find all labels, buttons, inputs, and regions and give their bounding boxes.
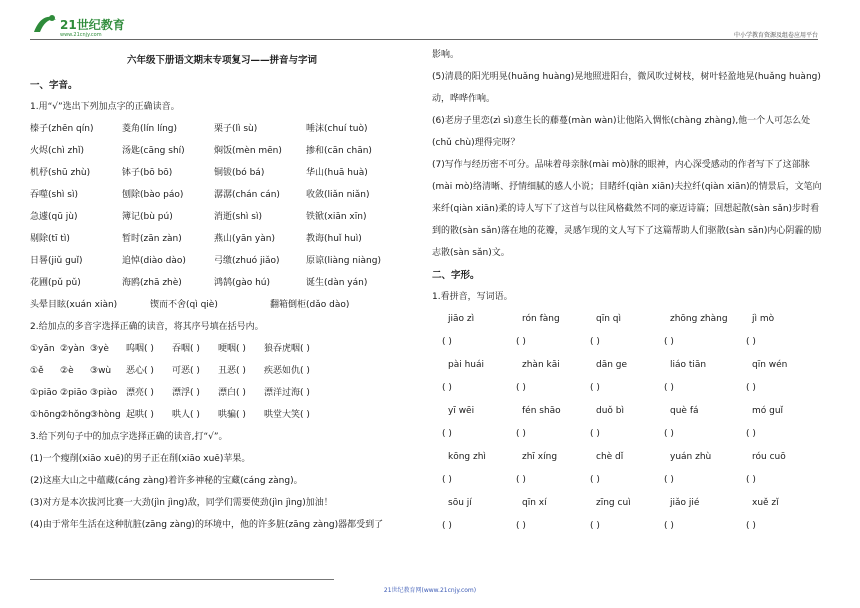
- word-item: 榛子(zhēn qín): [30, 124, 94, 134]
- pinyin-item: mó guǐ: [752, 406, 784, 416]
- answer-blank[interactable]: ( ): [746, 337, 756, 347]
- polyphone-row: [30, 404, 414, 426]
- pinyin-item: qīn wén: [752, 360, 788, 370]
- reading-option: ①ě: [30, 366, 44, 376]
- pinyin-item: zhàn kāi: [522, 360, 560, 370]
- pinyin-item: jiǎo jié: [670, 498, 700, 508]
- polyphone-word: 漂亮( ): [126, 388, 154, 398]
- answer-blank[interactable]: ( ): [746, 521, 756, 531]
- word-row: [30, 162, 414, 184]
- word-item: 吞噬(shì sì): [30, 190, 78, 200]
- word-item: 潺潺(chán cán): [214, 190, 280, 200]
- word-item: 锲而不舍(qì qiè): [150, 300, 218, 310]
- answer-blank-row: [442, 468, 828, 492]
- answer-blank[interactable]: ( ): [664, 521, 674, 531]
- pinyin-item: kōng zhì: [448, 452, 486, 462]
- reading-option: ①hōng: [30, 410, 61, 420]
- reading-option: ③hòng: [90, 410, 121, 420]
- answer-blank[interactable]: ( ): [590, 521, 600, 531]
- word-item: 焖饭(mèn mēn): [214, 146, 282, 156]
- answer-blank[interactable]: ( ): [516, 429, 526, 439]
- word-item: 刨除(bào páo): [122, 190, 184, 200]
- continued-text: 影响。: [432, 50, 460, 60]
- word-item: 翻箱倒柜(dǎo dào): [270, 300, 350, 310]
- pinyin-item: duǒ bì: [596, 406, 624, 416]
- polyphone-word: 丑恶( ): [218, 366, 246, 376]
- pinyin-row: [442, 400, 828, 422]
- reading-option: ③yè: [90, 344, 109, 354]
- pinyin-item: sōu jí: [448, 498, 472, 508]
- polyphone-word: 漂洋过海( ): [264, 388, 310, 398]
- pinyin-item: zhī xíng: [522, 452, 558, 462]
- reading-option: ②hǒng: [60, 410, 91, 420]
- pinyin-row: [442, 492, 828, 514]
- answer-blank[interactable]: ( ): [516, 383, 526, 393]
- answer-blank-row: [442, 422, 828, 446]
- pinyin-row: [442, 308, 828, 330]
- pinyin-item: rón fàng: [522, 314, 560, 324]
- pinyin-exercise: [432, 308, 828, 538]
- polyphone-word: 疾恶如仇( ): [264, 366, 310, 376]
- word-row: [30, 118, 414, 140]
- answer-blank[interactable]: ( ): [664, 429, 674, 439]
- word-item: 燕山(yān yàn): [214, 234, 275, 244]
- question-1: 1.用“√”选出下列加点字的正确读音。: [30, 102, 180, 112]
- word-item: 剔除(tī tì): [30, 234, 70, 244]
- header-divider: [30, 39, 818, 40]
- polyphone-word: 吞咽( ): [172, 344, 200, 354]
- pinyin-item: xuě zǐ: [752, 498, 779, 508]
- header-platform-text: 中小学教育资源及组卷应用平台: [733, 32, 818, 39]
- pinyin-item: jiāo zì: [448, 314, 475, 324]
- reading-option: ③piào: [90, 388, 118, 398]
- question-2: 2.给加点的多音字选择正确的读音，将其序号填在括号内。: [30, 322, 264, 332]
- answer-blank[interactable]: ( ): [664, 383, 674, 393]
- polyphone-word: 起哄( ): [126, 410, 154, 420]
- word-item: 火烬(chì zhǐ): [30, 146, 84, 156]
- word-item: 唾沫(chuí tuò): [306, 124, 368, 134]
- answer-blank[interactable]: ( ): [442, 429, 452, 439]
- polyphone-word: 哄骗( ): [218, 410, 246, 420]
- word-item: 鸿鹄(gào hú): [214, 278, 271, 288]
- right-column: [432, 44, 828, 538]
- polyphone-row: [30, 360, 414, 382]
- pinyin-item: dān ge: [596, 360, 628, 370]
- polyphone-word: 狼吞虎咽( ): [264, 344, 310, 354]
- pinyin-item: què fá: [670, 406, 699, 416]
- pinyin-item: zīng cuì: [596, 498, 631, 508]
- answer-blank[interactable]: ( ): [442, 475, 452, 485]
- polyphone-word: 哄堂大笑( ): [264, 410, 310, 420]
- sentence-item: (6)老房子里恋(zì sì)意生长的藤蔓(màn wàn)让他陷入惆怅(chàng zhàng),他一个人可怎么处(chǔ chù)理得完呀？: [432, 116, 811, 148]
- sentence-item: (3)对方是本次拔河比赛一大劲(jìn jìng)敌，同学们需要使劲(jìn jìng)加油！: [30, 498, 333, 508]
- polyphone-word: 恶心( ): [126, 366, 154, 376]
- polyphone-word: 漂白( ): [218, 388, 246, 398]
- sentence-item: (2)这座大山之中蕴藏(cáng zàng)着许多神秘的宝藏(cáng zàng)。: [30, 476, 303, 486]
- svg-text:www.21cnjy.com: www.21cnjy.com: [60, 32, 102, 38]
- answer-blank[interactable]: ( ): [442, 337, 452, 347]
- reading-option: ③wù: [90, 366, 112, 376]
- sentence-item: (7)写作与经历密不可分。品味着母亲脉(mài mò)脉的眼神，内心深受感动的作者写下了这部脉(mài mò)络清晰、抒情细腻的感人小说；目睹纤(qiàn xiān)夫拉纤(qiàn xiān)的情景后，文笔向来纤(qiàn xiān)柔的诗人写下了这首与以往风格截然不同的豪迈诗篇；回想起散(sàn sǎn)步时看到的散(sàn sǎn)落在地的花瓣，灵感乍现的文人写下了这篇帮助人们驱散(sàn sǎn)内心阴霾的励志散(sàn sǎn)文。: [432, 160, 822, 258]
- polyphone-row: [30, 382, 414, 404]
- section-heading-pronunciation: 一、字音。: [30, 80, 78, 91]
- answer-blank[interactable]: ( ): [590, 383, 600, 393]
- sentence-item: (1)一个瘦削(xiāo xuē)的男子正在削(xiāo xuē)苹果。: [30, 454, 251, 464]
- word-item: 暂时(zān zàn): [122, 234, 182, 244]
- answer-blank[interactable]: ( ): [442, 383, 452, 393]
- word-item: 钵子(bō bō): [122, 168, 173, 178]
- pinyin-row: [442, 354, 828, 376]
- pinyin-item: yuán zhù: [670, 452, 712, 462]
- word-item: 汤匙(cāng shí): [122, 146, 185, 156]
- word-row: [30, 184, 414, 206]
- word-item: 花圃(pǔ pǔ): [30, 278, 81, 288]
- reading-option: ①piāo: [30, 388, 58, 398]
- answer-blank[interactable]: ( ): [590, 475, 600, 485]
- word-row: [30, 228, 414, 250]
- polyphone-word: 漂浮( ): [172, 388, 200, 398]
- left-column: [30, 48, 414, 536]
- answer-blank[interactable]: ( ): [746, 429, 756, 439]
- word-item: 栗子(lì sù): [214, 124, 258, 134]
- answer-blank[interactable]: ( ): [442, 521, 452, 531]
- reading-option: ①yān: [30, 344, 55, 354]
- answer-blank[interactable]: ( ): [746, 383, 756, 393]
- pinyin-item: zhōng zhàng: [670, 314, 728, 324]
- word-row: [30, 140, 414, 162]
- polyphone-word: 哄人( ): [172, 410, 200, 420]
- polyphone-word: 可恶( ): [172, 366, 200, 376]
- word-item: 原谅(liàng niàng): [306, 256, 381, 266]
- pinyin-item: róu cuō: [752, 452, 786, 462]
- word-item: 追悼(diào dào): [122, 256, 186, 266]
- word-item: 铜钹(bó bá): [214, 168, 265, 178]
- pinyin-row: [442, 446, 828, 468]
- answer-blank[interactable]: ( ): [664, 475, 674, 485]
- word-item: 收敛(liǎn niǎn): [306, 190, 370, 200]
- word-item: 菱角(lín líng): [122, 124, 178, 134]
- answer-blank[interactable]: ( ): [516, 337, 526, 347]
- answer-blank[interactable]: ( ): [516, 521, 526, 531]
- page-title: 六年级下册语文期末专项复习——拼音与字词: [126, 55, 317, 66]
- pinyin-item: jì mò: [752, 314, 775, 324]
- word-item: 簿记(bù pú): [122, 212, 173, 222]
- word-item: 机杼(shū zhù): [30, 168, 91, 178]
- answer-blank[interactable]: ( ): [746, 475, 756, 485]
- answer-blank[interactable]: ( ): [664, 337, 674, 347]
- pinyin-item: qīn qì: [596, 314, 621, 324]
- polyphone-row: [30, 338, 414, 360]
- section-heading-glyph: 二、字形。: [432, 270, 480, 281]
- word-item: 急遽(qū jù): [30, 212, 78, 222]
- footer-divider: [30, 579, 334, 580]
- svg-text:21世纪教育: 21世纪教育: [60, 18, 125, 32]
- answer-blank-row: [442, 376, 828, 400]
- sentence-item: (4)由于常年生活在这种肮脏(zāng zàng)的环境中，他的许多脏(zāng zàng)器都受到了: [30, 520, 384, 530]
- question-2-rows: [30, 338, 414, 426]
- word-row: [30, 272, 414, 294]
- word-item: 日晷(jiǔ guǐ): [30, 256, 83, 266]
- reading-option: ②piāo: [60, 388, 88, 398]
- word-item: 掺和(cān chān): [306, 146, 372, 156]
- question-3: 3.给下列句子中的加点字选择正确的读音,打“√”。: [30, 432, 228, 442]
- footer-text: 21世纪教育网(www.21cnjy.com): [383, 587, 477, 594]
- reading-option: ②yàn: [60, 344, 85, 354]
- answer-blank-row: [442, 330, 828, 354]
- question-1-last-row: [30, 294, 414, 316]
- word-item: 华山(huā huà): [306, 168, 368, 178]
- site-logo: [30, 12, 150, 38]
- sentence-item: (5)清晨的阳光明晃(huǎng huàng)晃地照进阳台，微风吹过树枝，树叶轻盈地晃(huǎng huàng)动，哗哗作响。: [432, 72, 821, 104]
- polyphone-word: 哽咽( ): [218, 344, 246, 354]
- pinyin-item: chè dǐ: [596, 452, 624, 462]
- reading-option: ②è: [60, 366, 74, 376]
- word-item: 诞生(dàn yán): [306, 278, 368, 288]
- question-4: 1.看拼音，写词语。: [432, 292, 513, 302]
- pinyin-item: liáo tiān: [670, 360, 707, 370]
- word-item: 教诲(huǐ huì): [306, 234, 362, 244]
- answer-blank[interactable]: ( ): [590, 429, 600, 439]
- pinyin-item: pài huái: [448, 360, 485, 370]
- word-item: 海鸥(zhā zhè): [122, 278, 182, 288]
- pinyin-item: qīn xí: [522, 498, 547, 508]
- word-item: 弓缴(zhuó jiǎo): [214, 256, 280, 266]
- word-item: 消逝(shì sì): [214, 212, 262, 222]
- word-row: [30, 206, 414, 228]
- pinyin-item: yī wēi: [448, 406, 475, 416]
- pinyin-item: fén shāo: [522, 406, 561, 416]
- question-1-rows: [30, 118, 414, 294]
- word-item: 铁锨(xiān xīn): [306, 212, 367, 222]
- polyphone-word: 呜咽( ): [126, 344, 154, 354]
- answer-blank-row: [442, 514, 828, 538]
- word-row: [30, 250, 414, 272]
- word-item: 头晕目眩(xuán xiàn): [30, 300, 118, 310]
- answer-blank[interactable]: ( ): [590, 337, 600, 347]
- answer-blank[interactable]: ( ): [516, 475, 526, 485]
